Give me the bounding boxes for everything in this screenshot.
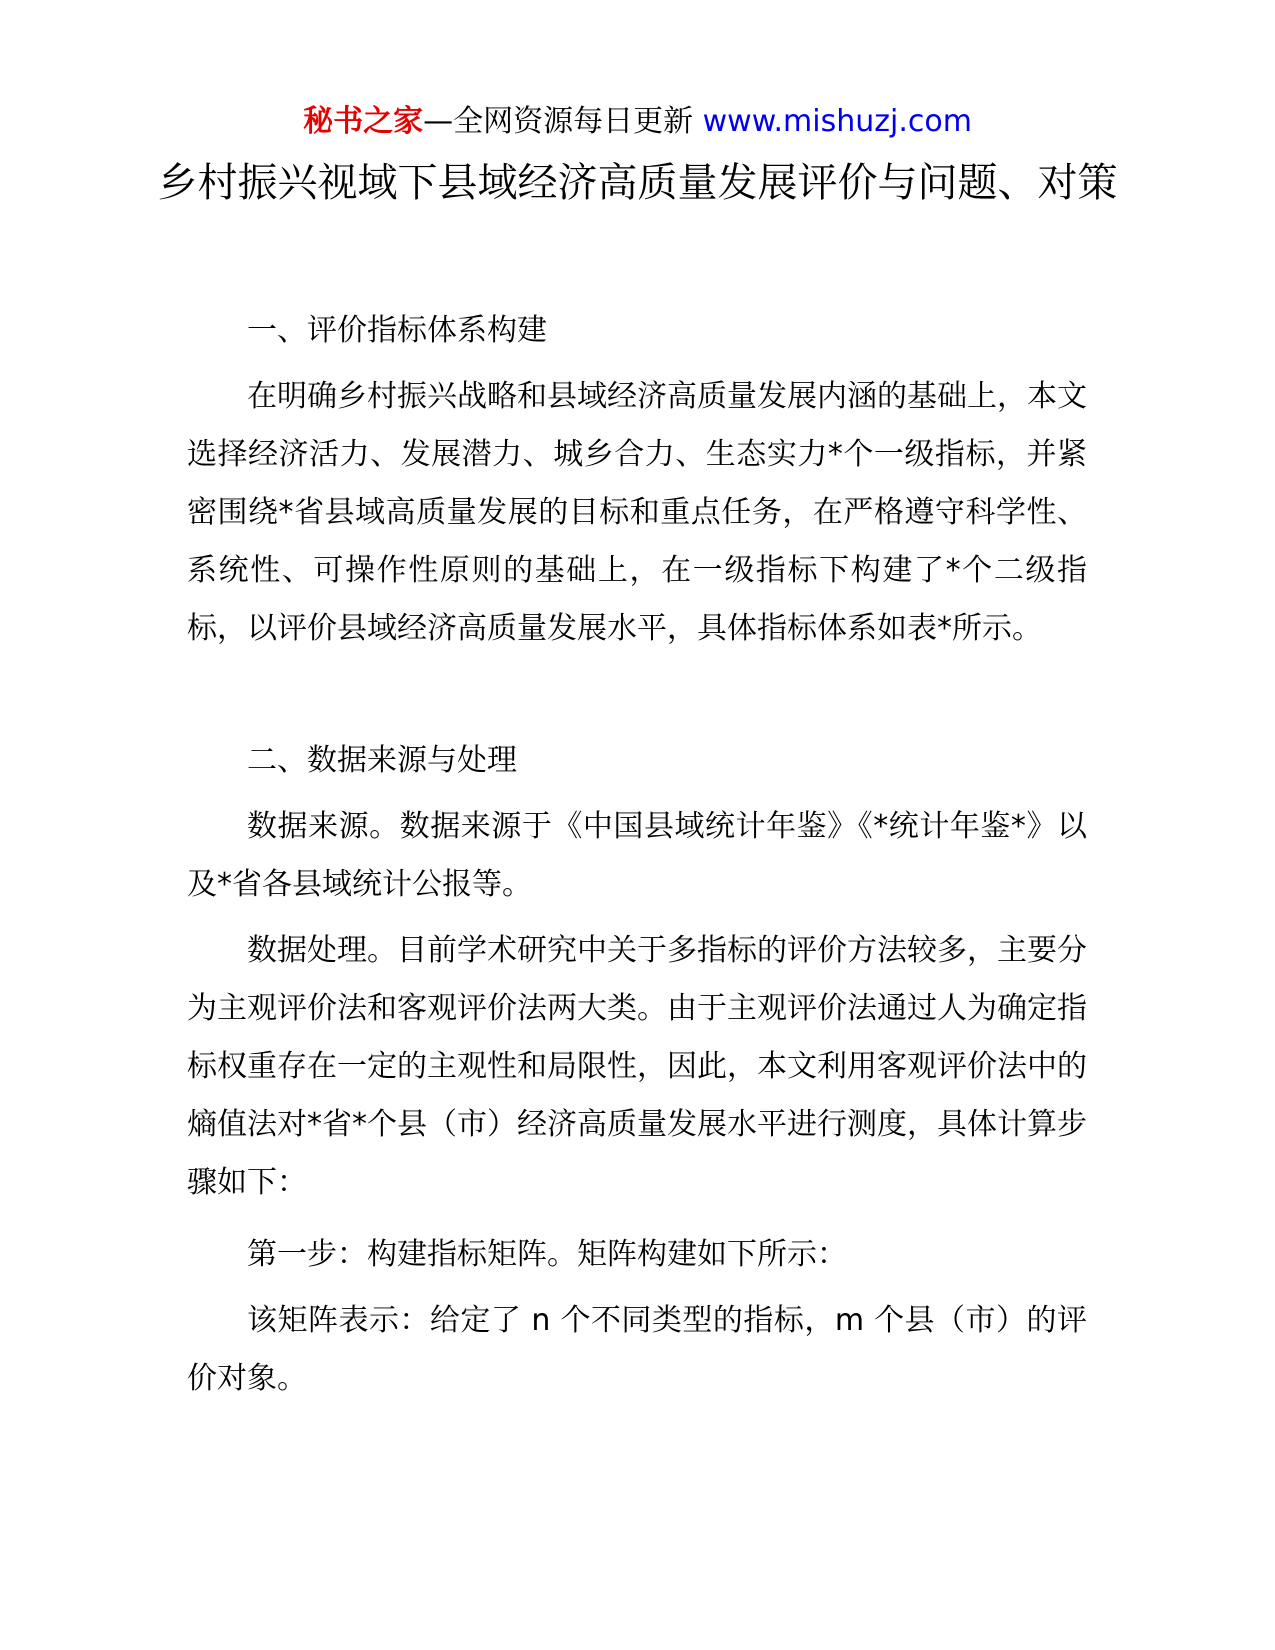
header-tagline: —全网资源每日更新	[423, 104, 703, 139]
brand-name: 秘书之家	[303, 104, 424, 139]
site-url: www.mishuzj.com	[702, 104, 972, 139]
paragraph-data-source: 数据来源。数据来源于《中国县域统计年鉴》《*统计年鉴*》以及*省各县域统计公报等。	[187, 809, 1087, 902]
section-heading-2: 二、数据来源与处理	[247, 743, 517, 778]
paragraph-indicator-system: 在明确乡村振兴战略和县域经济高质量发展内涵的基础上，本文选择经济活力、发展潜力、城乡合力、生态实力*个一级指标，并紧密围绕*省县域高质量发展的目标和重点任务，在严格遵守科学性、系统性、可操作性原则的基础上，在一级指标下构建了*个二级指标，以评价县域经济高质量发展水平，具体指标体系如表*所示。	[187, 379, 1087, 646]
paragraph-step-one: 第一步：构建指标矩阵。矩阵构建如下所示：	[247, 1237, 847, 1272]
site-header	[0, 102, 1275, 142]
section-heading-1: 一、评价指标体系构建	[247, 313, 547, 348]
paragraph-data-processing: 数据处理。目前学术研究中关于多指标的评价方法较多，主要分为主观评价法和客观评价法两大类。由于主观评价法通过人为确定指标权重存在一定的主观性和局限性，因此，本文利用客观评价法中的熵值法对*省*个县（市）经济高质量发展水平进行测度，具体计算步骤如下：	[187, 933, 1087, 1200]
document-title: 乡村振兴视域下县域经济高质量发展评价与问题、对策	[157, 160, 1118, 206]
paragraph-matrix-note: 该矩阵表示：给定了 n 个不同类型的指标，m 个县（市）的评价对象。	[187, 1303, 1087, 1396]
